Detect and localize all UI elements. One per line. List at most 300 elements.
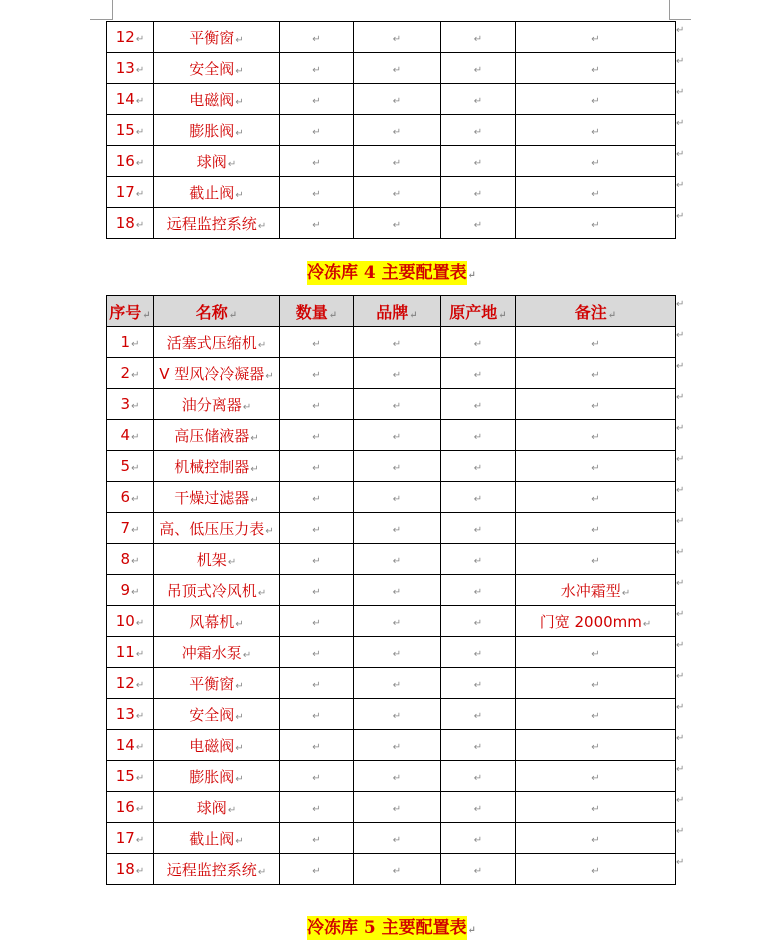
- cell-origin: [441, 761, 516, 792]
- cell-origin: [441, 420, 516, 451]
- paragraph-mark: ↵: [473, 742, 483, 753]
- cell-no: [107, 358, 154, 389]
- paragraph-mark: ↵: [131, 463, 140, 474]
- paragraph-mark: ↵: [312, 773, 321, 784]
- cell-no: [107, 389, 154, 420]
- cell-brand: [354, 792, 441, 823]
- cell-remark: [516, 575, 676, 606]
- table-row: [107, 146, 676, 177]
- paragraph-mark: ↵: [473, 587, 483, 598]
- paragraph-mark: ↵: [591, 96, 600, 107]
- paragraph-mark: ↵: [473, 65, 483, 76]
- paragraph-mark: ↵: [135, 220, 145, 231]
- paragraph-mark: ↵: [312, 711, 321, 722]
- table-row: [107, 115, 676, 146]
- paragraph-mark: ↵: [473, 158, 483, 169]
- paragraph-mark: ↵: [312, 158, 321, 169]
- table-row: [107, 358, 676, 389]
- cell-brand: [354, 22, 441, 53]
- table-row: [107, 606, 676, 637]
- paragraph-mark: ↵: [473, 866, 483, 877]
- paragraph-mark: ↵: [392, 525, 402, 536]
- cell-quantity: [280, 327, 354, 358]
- row-end-mark: ↵: [676, 485, 685, 496]
- cell-no-text: 14: [115, 90, 135, 108]
- paragraph-mark: ↵: [312, 432, 321, 443]
- paragraph-mark: ↵: [312, 525, 321, 536]
- cell-remark: [516, 389, 676, 420]
- cell-name-text: 膨胀阀: [189, 767, 235, 786]
- paragraph-mark: ↵: [392, 494, 402, 505]
- cell-name-text: 远程监控系统: [166, 860, 257, 879]
- cell-name-text: 膨胀阀: [189, 121, 235, 140]
- cell-name-text: 冲霜水泵: [181, 643, 242, 662]
- paragraph-mark: ↵: [135, 711, 145, 722]
- cell-name: [154, 389, 280, 420]
- cell-remark: [516, 823, 676, 854]
- margin-mark-left-h: [90, 19, 112, 20]
- cell-remark: [516, 84, 676, 115]
- paragraph-mark: ↵: [392, 158, 402, 169]
- paragraph-mark: ↵: [591, 463, 600, 474]
- config-table-continued: [106, 21, 676, 239]
- cell-no: [107, 668, 154, 699]
- cell-remark: [516, 761, 676, 792]
- header-origin: 原产地↵: [441, 296, 516, 327]
- paragraph-mark: ↵: [467, 270, 477, 281]
- cell-origin: [441, 606, 516, 637]
- cell-quantity: [280, 823, 354, 854]
- cell-brand: [354, 115, 441, 146]
- cell-no-text: 10: [115, 612, 135, 630]
- config-table-4: [106, 295, 676, 885]
- paragraph-mark: ↵: [235, 189, 244, 201]
- cell-no-text: 18: [115, 214, 135, 232]
- cell-origin: [441, 854, 516, 885]
- cell-brand: [354, 823, 441, 854]
- row-end-mark: ↵: [676, 423, 685, 434]
- cell-no: [107, 544, 154, 575]
- paragraph-mark: ↵: [227, 556, 237, 568]
- paragraph-mark: ↵: [135, 618, 145, 629]
- cell-origin: [441, 146, 516, 177]
- cell-no: [107, 575, 154, 606]
- header-name: 名称↵: [154, 296, 280, 327]
- paragraph-mark: ↵: [473, 525, 483, 536]
- cell-no: [107, 699, 154, 730]
- cell-no-text: 1: [120, 333, 131, 351]
- cell-name-text: V 型风冷冷凝器: [159, 364, 265, 383]
- paragraph-mark: ↵: [473, 773, 483, 784]
- cell-quantity: [280, 575, 354, 606]
- paragraph-mark: ↵: [591, 711, 600, 722]
- paragraph-mark: ↵: [312, 556, 321, 567]
- paragraph-mark: ↵: [591, 680, 600, 691]
- cell-no-text: 9: [120, 581, 131, 599]
- row-end-mark: ↵: [676, 733, 685, 744]
- table-row: [107, 389, 676, 420]
- paragraph-mark: ↵: [392, 127, 402, 138]
- cell-brand: [354, 513, 441, 544]
- paragraph-mark: ↵: [257, 220, 267, 232]
- paragraph-mark: ↵: [312, 680, 321, 691]
- row-end-mark: ↵: [676, 764, 685, 775]
- paragraph-mark: ↵: [135, 127, 145, 138]
- cell-name: [154, 146, 280, 177]
- cell-name: [154, 792, 280, 823]
- paragraph-mark: ↵: [131, 494, 140, 505]
- paragraph-mark: ↵: [591, 773, 600, 784]
- paragraph-mark: ↵: [392, 463, 402, 474]
- row-end-mark: ↵: [676, 211, 685, 222]
- paragraph-mark: ↵: [392, 401, 402, 412]
- cell-remark: [516, 792, 676, 823]
- paragraph-mark: ↵: [473, 463, 483, 474]
- paragraph-mark: ↵: [135, 804, 145, 815]
- cell-name-text: 球阀: [196, 152, 227, 171]
- paragraph-mark: ↵: [135, 158, 145, 169]
- cell-name-text: 干燥过滤器: [174, 488, 250, 507]
- cell-remark-text: 门宽 2000mm: [539, 612, 642, 631]
- cell-brand: [354, 730, 441, 761]
- paragraph-mark: ↵: [312, 587, 321, 598]
- row-end-mark: ↵: [676, 671, 685, 682]
- row-end-mark: ↵: [676, 330, 685, 341]
- row-end-mark: ↵: [676, 516, 685, 527]
- caption-cold-storage-4: [0, 258, 783, 283]
- cell-name-text: 高压储液器: [174, 426, 250, 445]
- cell-origin: [441, 699, 516, 730]
- paragraph-mark: ↵: [591, 835, 600, 846]
- cell-name: [154, 482, 280, 513]
- cell-quantity: [280, 358, 354, 389]
- cell-no: [107, 854, 154, 885]
- cell-name: [154, 115, 280, 146]
- row-end-mark: ↵: [676, 180, 685, 191]
- cell-no: [107, 22, 154, 53]
- cell-no-text: 17: [115, 829, 135, 847]
- cell-remark: [516, 22, 676, 53]
- cell-origin: [441, 451, 516, 482]
- cell-origin: [441, 327, 516, 358]
- paragraph-mark: ↵: [473, 370, 483, 381]
- cell-name: [154, 761, 280, 792]
- paragraph-mark: ↵: [235, 34, 244, 46]
- cell-remark: [516, 146, 676, 177]
- paragraph-mark: ↵: [135, 835, 145, 846]
- cell-no-text: 6: [120, 488, 131, 506]
- cell-origin: [441, 22, 516, 53]
- table-row: [107, 22, 676, 53]
- paragraph-mark: ↵: [135, 189, 145, 200]
- cell-origin: [441, 482, 516, 513]
- paragraph-mark: ↵: [250, 432, 259, 444]
- cell-remark: [516, 699, 676, 730]
- table-row: [107, 792, 676, 823]
- row-end-mark: ↵: [676, 702, 685, 713]
- cell-brand: [354, 84, 441, 115]
- paragraph-mark: ↵: [257, 866, 267, 878]
- cell-name-text: 油分离器: [181, 395, 242, 414]
- cell-no-text: 18: [115, 860, 135, 878]
- paragraph-mark: ↵: [312, 866, 321, 877]
- cell-remark: [516, 53, 676, 84]
- paragraph-mark: ↵: [135, 96, 145, 107]
- paragraph-mark: ↵: [265, 525, 274, 537]
- cell-brand: [354, 761, 441, 792]
- paragraph-mark: ↵: [131, 370, 140, 381]
- cell-no-text: 17: [115, 183, 135, 201]
- paragraph-mark: ↵: [392, 189, 402, 200]
- table-row: [107, 575, 676, 606]
- paragraph-mark: ↵: [392, 680, 402, 691]
- table-row: [107, 544, 676, 575]
- paragraph-mark: ↵: [392, 835, 402, 846]
- cell-name: [154, 451, 280, 482]
- margin-mark-left: [112, 0, 113, 20]
- cell-no: [107, 420, 154, 451]
- table-row: [107, 854, 676, 885]
- paragraph-mark: ↵: [392, 587, 402, 598]
- row-end-mark: ↵: [676, 795, 685, 806]
- paragraph-mark: ↵: [473, 189, 483, 200]
- paragraph-mark: ↵: [392, 866, 402, 877]
- paragraph-mark: ↵: [473, 711, 483, 722]
- cell-name-text: 机架: [196, 550, 227, 569]
- paragraph-mark: ↵: [591, 65, 600, 76]
- cell-no: [107, 146, 154, 177]
- caption-cold-storage-5: [0, 913, 783, 938]
- cell-origin: [441, 389, 516, 420]
- cell-remark: [516, 730, 676, 761]
- cell-no: [107, 84, 154, 115]
- cell-no: [107, 637, 154, 668]
- paragraph-mark: ↵: [227, 804, 237, 816]
- paragraph-mark: ↵: [135, 65, 145, 76]
- cell-no: [107, 792, 154, 823]
- cell-no-text: 7: [120, 519, 131, 537]
- paragraph-mark: ↵: [591, 804, 600, 815]
- paragraph-mark: ↵: [392, 804, 402, 815]
- paragraph-mark: ↵: [242, 401, 252, 413]
- cell-name: [154, 854, 280, 885]
- cell-name: [154, 358, 280, 389]
- paragraph-mark: ↵: [131, 525, 140, 536]
- cell-remark: [516, 606, 676, 637]
- cell-quantity: [280, 854, 354, 885]
- cell-name: [154, 84, 280, 115]
- row-end-mark: ↵: [676, 299, 685, 310]
- paragraph-mark: ↵: [392, 34, 402, 45]
- cell-origin: [441, 177, 516, 208]
- cell-remark: [516, 637, 676, 668]
- cell-name-text: 平衡窗: [189, 674, 235, 693]
- cell-quantity: [280, 668, 354, 699]
- paragraph-mark: ↵: [250, 463, 259, 475]
- paragraph-mark: ↵: [392, 556, 402, 567]
- paragraph-mark: ↵: [392, 96, 402, 107]
- paragraph-mark: ↵: [591, 742, 600, 753]
- table-row: [107, 420, 676, 451]
- paragraph-mark: ↵: [642, 618, 652, 630]
- paragraph-mark: ↵: [591, 339, 600, 350]
- cell-brand: [354, 482, 441, 513]
- cell-origin: [441, 637, 516, 668]
- cell-remark: [516, 668, 676, 699]
- table-row: [107, 513, 676, 544]
- cell-no: [107, 208, 154, 239]
- paragraph-mark: ↵: [591, 158, 600, 169]
- cell-no: [107, 730, 154, 761]
- cell-name-text: 机械控制器: [174, 457, 250, 476]
- cell-quantity: [280, 637, 354, 668]
- table-row: [107, 327, 676, 358]
- cell-name-text: 截止阀: [189, 183, 235, 202]
- cell-remark: [516, 115, 676, 146]
- paragraph-mark: ↵: [135, 649, 145, 660]
- paragraph-mark: ↵: [265, 370, 274, 382]
- cell-name: [154, 730, 280, 761]
- cell-no: [107, 761, 154, 792]
- paragraph-mark: ↵: [135, 34, 145, 45]
- row-end-mark: ↵: [676, 87, 685, 98]
- paragraph-mark: ↵: [473, 618, 483, 629]
- cell-origin: [441, 544, 516, 575]
- cell-remark: [516, 327, 676, 358]
- cell-no-text: 15: [115, 121, 135, 139]
- cell-name: [154, 208, 280, 239]
- paragraph-mark: ↵: [591, 34, 600, 45]
- cell-brand: [354, 544, 441, 575]
- cell-no-text: 5: [120, 457, 131, 475]
- cell-quantity: [280, 115, 354, 146]
- cell-origin: [441, 823, 516, 854]
- table-row: [107, 730, 676, 761]
- cell-no-text: 16: [115, 798, 135, 816]
- row-end-mark: ↵: [676, 547, 685, 558]
- cell-no-text: 8: [120, 550, 131, 568]
- cell-origin: [441, 575, 516, 606]
- cell-brand: [354, 389, 441, 420]
- cell-quantity: [280, 208, 354, 239]
- row-end-mark: ↵: [676, 361, 685, 372]
- table-header-row: [107, 296, 676, 327]
- paragraph-mark: ↵: [473, 494, 483, 505]
- cell-name: [154, 327, 280, 358]
- cell-remark: [516, 513, 676, 544]
- paragraph-mark: ↵: [392, 370, 402, 381]
- paragraph-mark: ↵: [312, 370, 321, 381]
- paragraph-mark: ↵: [312, 65, 321, 76]
- cell-name-text: 风幕机: [189, 612, 235, 631]
- cell-remark: [516, 544, 676, 575]
- table-row: [107, 668, 676, 699]
- cell-name-text: 平衡窗: [189, 28, 235, 47]
- cell-no-text: 11: [115, 643, 135, 661]
- cell-name: [154, 668, 280, 699]
- cell-brand: [354, 420, 441, 451]
- cell-brand: [354, 637, 441, 668]
- paragraph-mark: ↵: [135, 742, 145, 753]
- cell-origin: [441, 513, 516, 544]
- paragraph-mark: ↵: [257, 587, 267, 599]
- row-end-mark: ↵: [676, 609, 685, 620]
- table-row: [107, 637, 676, 668]
- paragraph-mark: ↵: [473, 401, 483, 412]
- cell-origin: [441, 668, 516, 699]
- cell-quantity: [280, 730, 354, 761]
- cell-name: [154, 606, 280, 637]
- cell-remark: [516, 451, 676, 482]
- paragraph-mark: ↵: [591, 432, 600, 443]
- row-end-mark: ↵: [676, 392, 685, 403]
- cell-quantity: [280, 544, 354, 575]
- table-row: [107, 699, 676, 730]
- paragraph-mark: ↵: [591, 556, 600, 567]
- paragraph-mark: ↵: [591, 866, 600, 877]
- cell-brand: [354, 575, 441, 606]
- cell-remark: [516, 358, 676, 389]
- cell-origin: [441, 53, 516, 84]
- paragraph-mark: ↵: [312, 494, 321, 505]
- cell-brand: [354, 177, 441, 208]
- cell-quantity: [280, 792, 354, 823]
- table-row: [107, 53, 676, 84]
- cell-no-text: 15: [115, 767, 135, 785]
- header-quantity: 数量↵: [280, 296, 354, 327]
- cell-brand: [354, 451, 441, 482]
- table-row: [107, 208, 676, 239]
- table-row: [107, 451, 676, 482]
- paragraph-mark: ↵: [312, 649, 321, 660]
- cell-name: [154, 513, 280, 544]
- margin-mark-right: [669, 0, 670, 20]
- paragraph-mark: ↵: [312, 742, 321, 753]
- cell-quantity: [280, 606, 354, 637]
- paragraph-mark: ↵: [312, 339, 321, 350]
- table-row: [107, 761, 676, 792]
- paragraph-mark: ↵: [392, 339, 402, 350]
- paragraph-mark: ↵: [473, 556, 483, 567]
- paragraph-mark: ↵: [131, 587, 140, 598]
- cell-brand: [354, 668, 441, 699]
- paragraph-mark: ↵: [312, 401, 321, 412]
- cell-no: [107, 177, 154, 208]
- cell-no: [107, 451, 154, 482]
- paragraph-mark: ↵: [135, 680, 145, 691]
- cell-origin: [441, 358, 516, 389]
- header-no: 序号↵: [107, 296, 154, 327]
- cell-no-text: 12: [115, 674, 135, 692]
- table-row: [107, 482, 676, 513]
- cell-origin: [441, 208, 516, 239]
- paragraph-mark: ↵: [131, 339, 140, 350]
- margin-mark-right-h: [669, 19, 691, 20]
- paragraph-mark: ↵: [312, 804, 321, 815]
- cell-brand: [354, 208, 441, 239]
- paragraph-mark: ↵: [312, 220, 321, 231]
- cell-quantity: [280, 146, 354, 177]
- row-end-mark: ↵: [676, 826, 685, 837]
- cell-origin: [441, 730, 516, 761]
- paragraph-mark: ↵: [473, 835, 483, 846]
- table-row: [107, 177, 676, 208]
- paragraph-mark: ↵: [473, 220, 483, 231]
- paragraph-mark: ↵: [131, 432, 140, 443]
- cell-no: [107, 53, 154, 84]
- paragraph-mark: ↵: [591, 370, 600, 381]
- row-end-mark: ↵: [676, 640, 685, 651]
